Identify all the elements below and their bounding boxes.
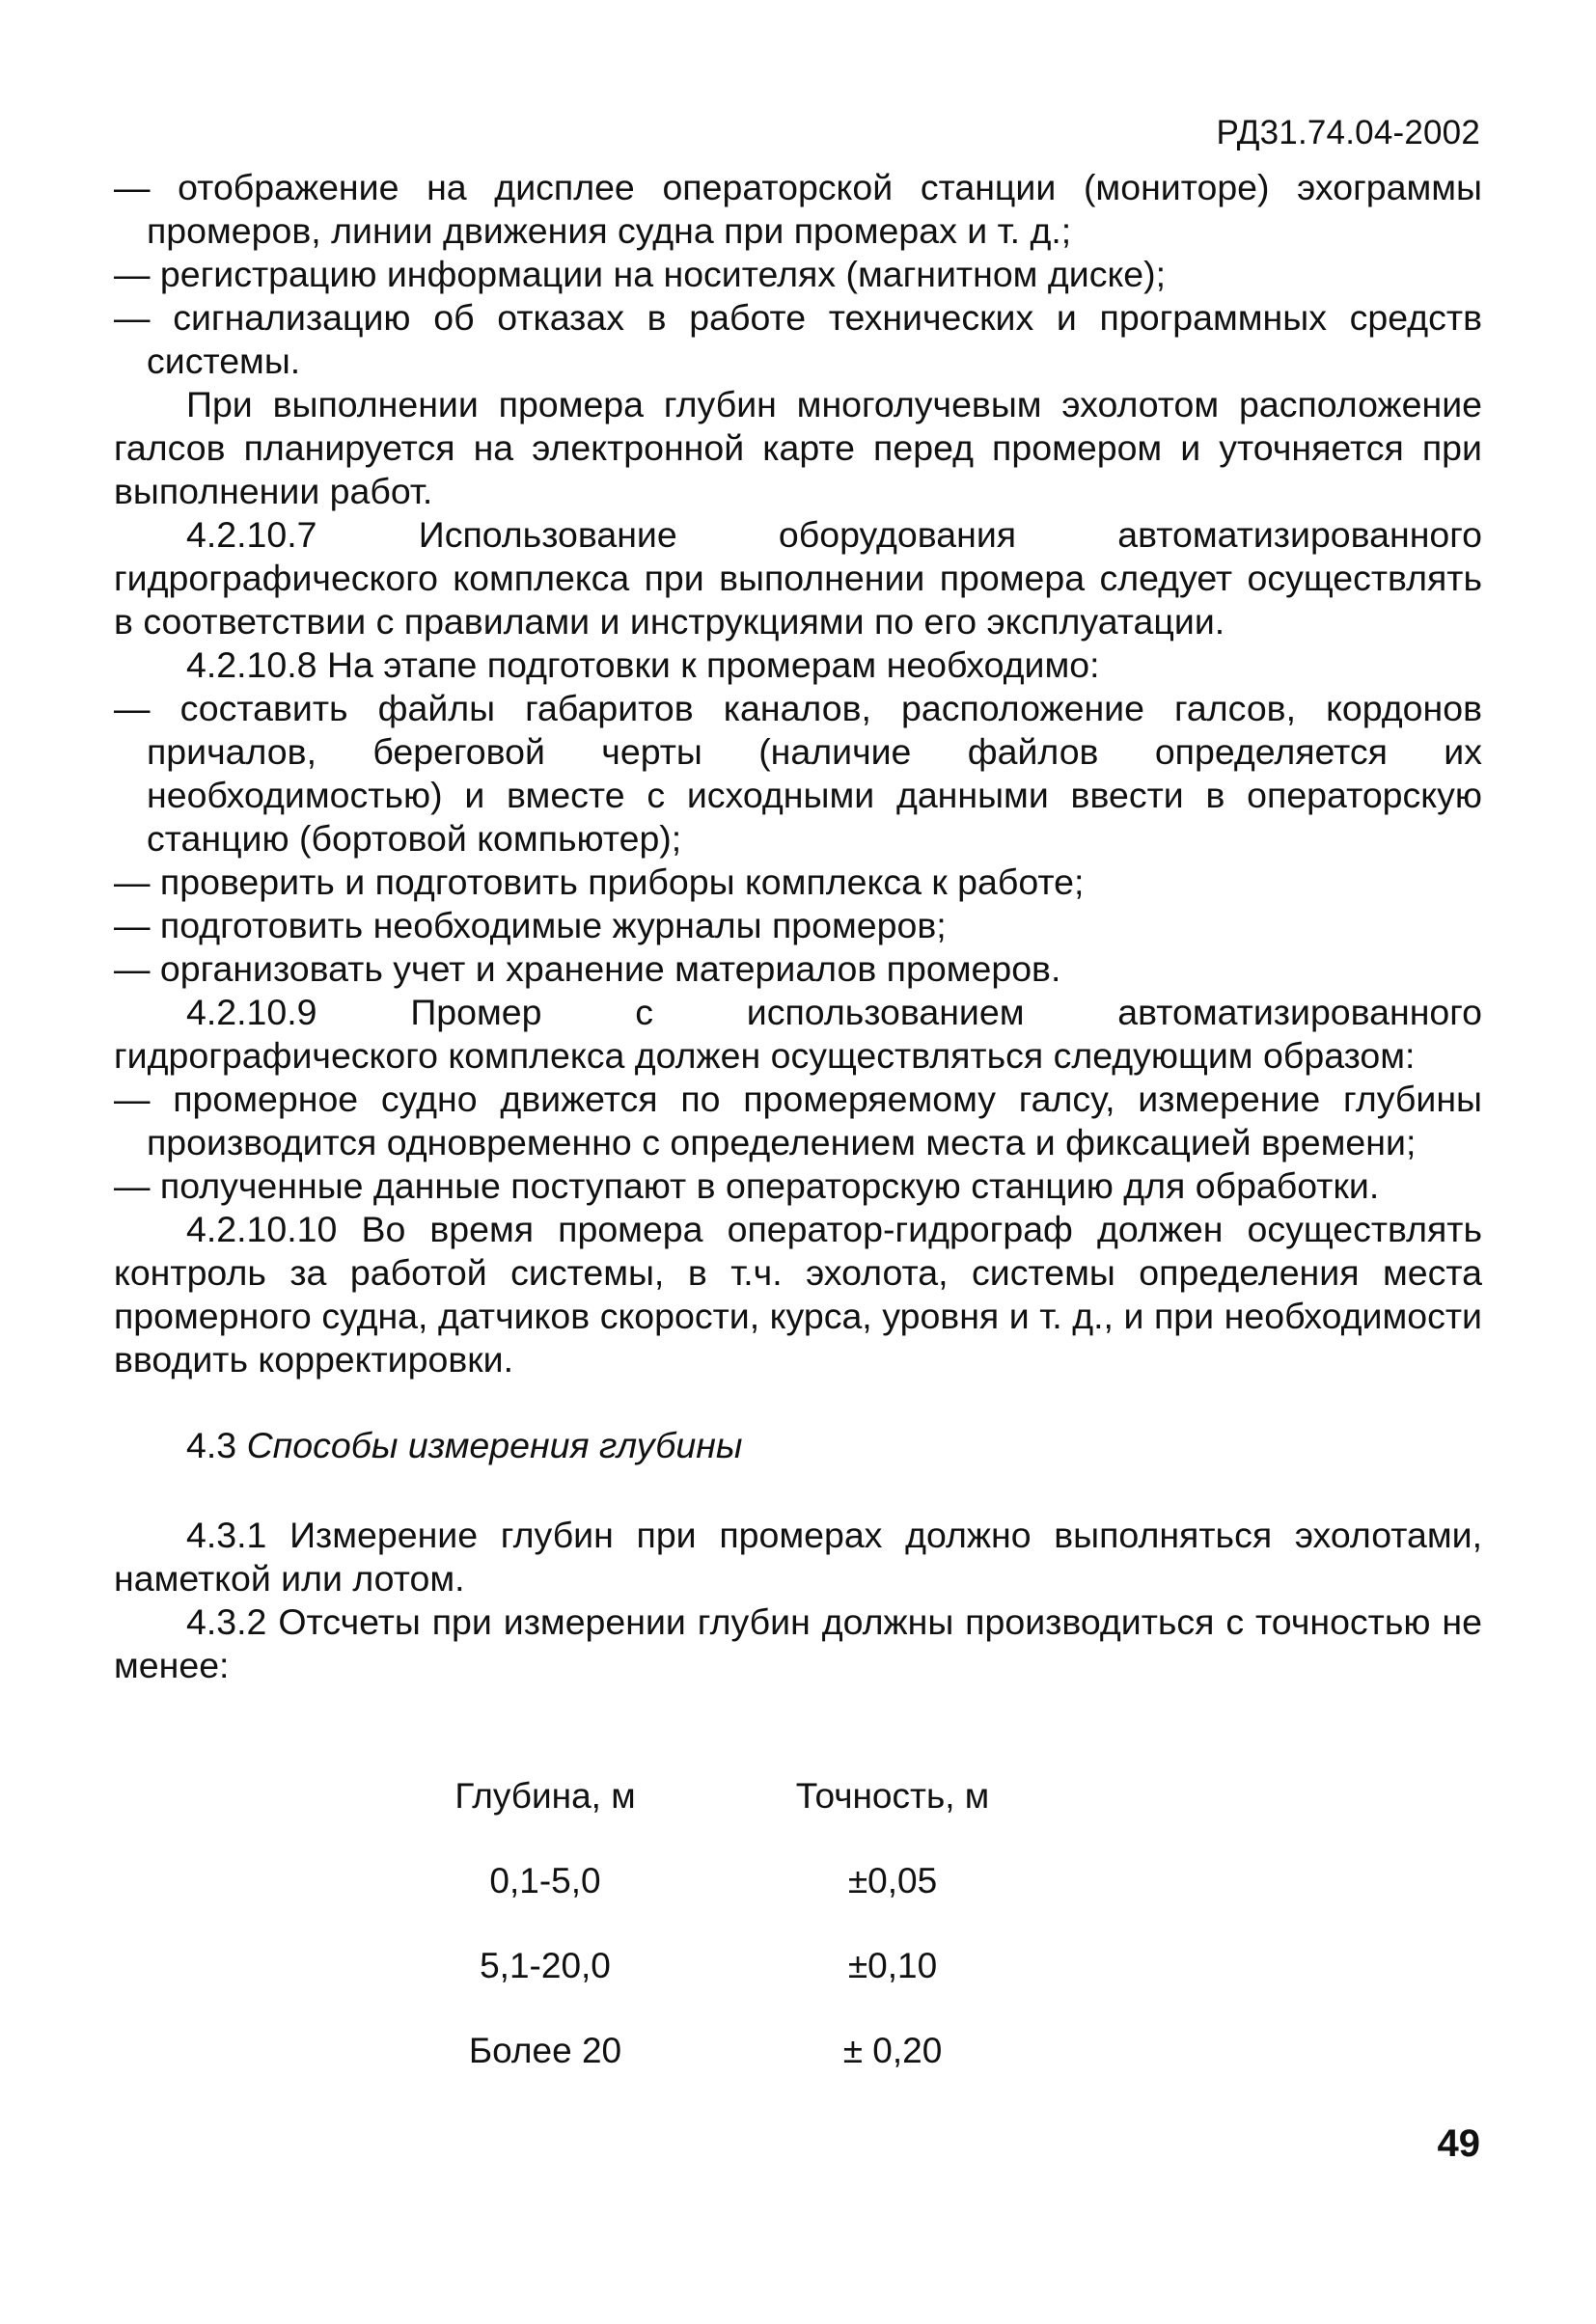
accuracy-cell: ± 0,20 (842, 2031, 943, 2070)
table-row (386, 2009, 1081, 2093)
paragraph: При выполнении промера глубин многолучевым эхолотом расположение галсов планируется на электронной карте перед промером и уточняется при выполнении работ. (114, 384, 1482, 511)
document-code: РД31.74.04-2002 (1216, 114, 1480, 151)
paragraph: 4.2.10.9 Промер с использованием автоматизированного гидрографического комплекса должен осуществляться следующим образом: (114, 992, 1482, 1076)
paragraph: 4.2.10.10 Во время промера оператор-гидрограф должен осуществлять контроль за работой системы, в т.ч. эхолота, системы определения места промерного судна, датчиков скорости, курса, уровня и т. д., и при необходимости вводить корректировки. (114, 1209, 1482, 1380)
paragraph: 4.2.10.8 На этапе подготовки к промерам необходимо: (186, 644, 1100, 685)
paragraph: 4.3.1 Измерение глубин при промерах должно выполняться эхолотами, наметкой или лотом. (114, 1515, 1482, 1599)
section-title: Способы измерения глубины (246, 1425, 743, 1465)
depth-cell: Более 20 (468, 2031, 622, 2070)
accuracy-table (386, 1754, 1081, 2093)
table-header-row (386, 1754, 1081, 1839)
depth-cell: 0,1-5,0 (489, 1861, 601, 1900)
paragraph: 4.2.10.7 Использование оборудования автоматизированного гидрографического комплекса при выполнении промера следует осуществлять в соответствии с правилами и инструкциями по его эксплуатации. (114, 514, 1482, 642)
list-item: — сигнализацию об отказах в работе технических и программных средств системы. (114, 297, 1482, 381)
body-text (114, 166, 1482, 1687)
list-item: — подготовить необходимые журналы промеров; (114, 905, 947, 945)
list-item: — проверить и подготовить приборы комплекса к работе; (114, 861, 1085, 902)
paragraph: 4.3.2 Отсчеты при измерении глубин должны производиться с точностью не менее: (114, 1601, 1482, 1685)
accuracy-cell: ±0,10 (847, 1946, 938, 1985)
section-number: 4.3 (186, 1425, 237, 1465)
list-item: — отображение на дисплее операторской станции (мониторе) эхограммы промеров, линии движения судна при промерах и т. д.; (114, 167, 1482, 251)
table-row (386, 1839, 1081, 1924)
column-header-accuracy: Точность, м (795, 1776, 990, 1816)
list-item: — организовать учет и хранение материалов промеров. (114, 948, 1061, 989)
accuracy-cell: ±0,05 (847, 1861, 938, 1900)
depth-cell: 5,1-20,0 (480, 1946, 611, 1985)
list-item: — полученные данные поступают в операторскую станцию для обработки. (114, 1165, 1380, 1206)
page-number: 49 (1437, 2122, 1480, 2165)
column-header-depth: Глубина, м (454, 1776, 636, 1816)
table-row (386, 1924, 1081, 2009)
section-heading (186, 1424, 1482, 1467)
list-item: — регистрацию информации на носителях (магнитном диске); (114, 254, 1167, 294)
list-item: — составить файлы габаритов каналов, расположение галсов, кордонов причалов, береговой черты (наличие файлов определяется их необходимостью) и вместе с исходными данными ввести в операторскую станцию (бортовой компьютер); (114, 688, 1482, 859)
list-item: — промерное судно движется по промеряемому галсу, измерение глубины производится одновременно с определением места и фиксацией времени; (114, 1079, 1482, 1162)
